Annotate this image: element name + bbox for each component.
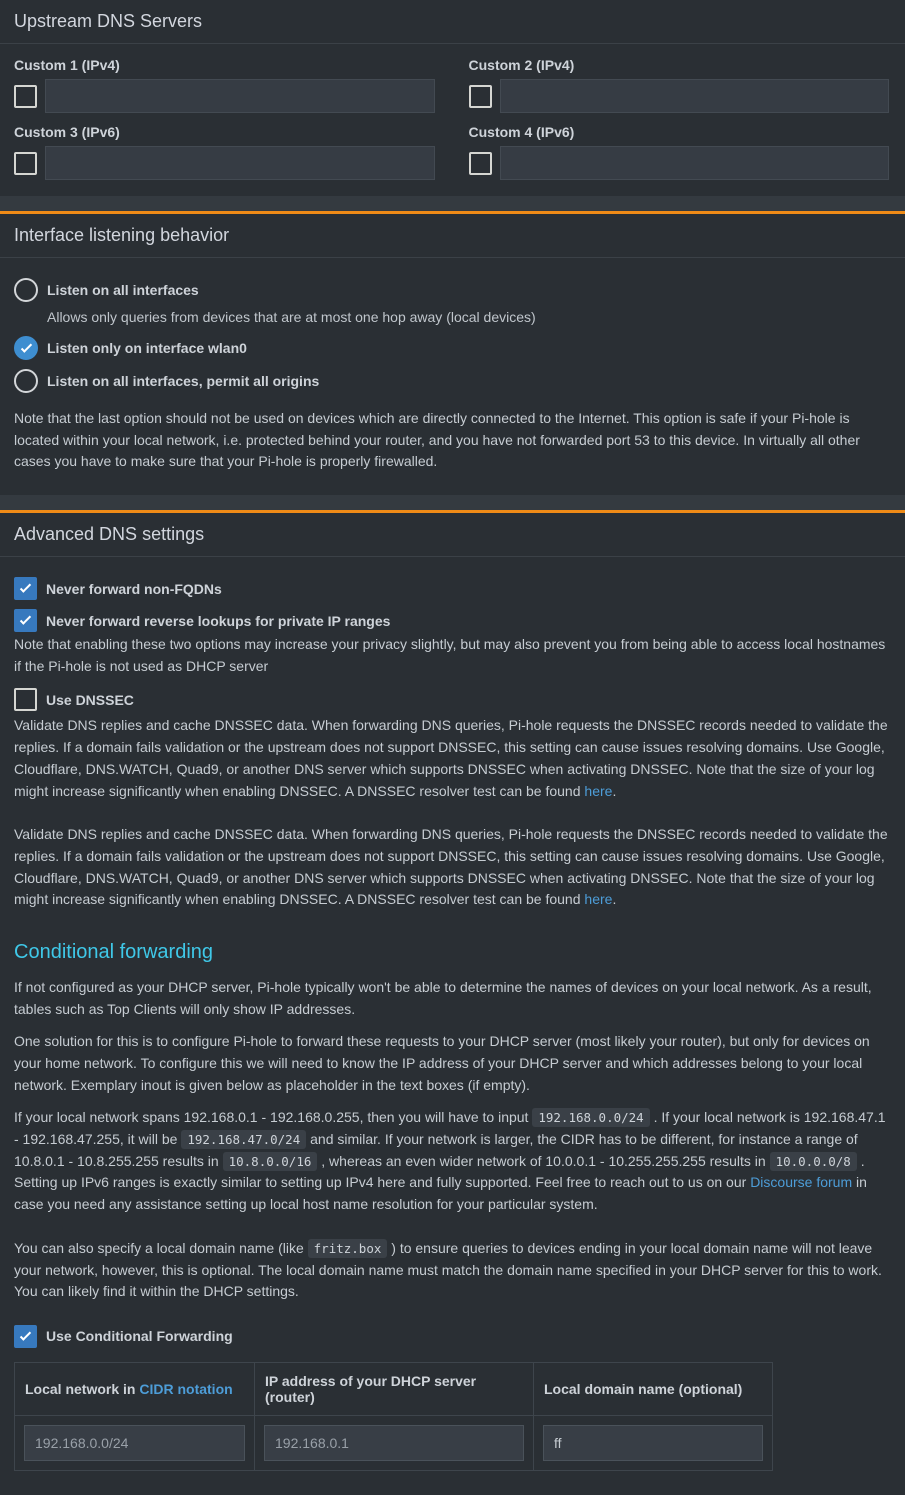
text-link[interactable]: here [584,891,613,908]
dhcp-ip-input[interactable] [264,1425,524,1461]
radio-icon[interactable] [14,369,38,393]
section-title-upstream: Upstream DNS Servers [0,0,905,44]
text-link[interactable]: here [584,782,613,799]
radio-label: Listen on all interfaces [47,282,199,298]
inline-code: 10.0.0.0/8 [770,1152,857,1171]
conditional-forwarding-table [14,1362,773,1471]
conditional-forwarding-title: Conditional forwarding [14,940,214,963]
radio-listen-permit-all[interactable] [14,369,889,393]
conditional-p1: If not configured as your DHCP server, Pi-hole typically won't be able to determine the names of devices on your local network. As a result, tables such as Top Clients will only show IP addresses. [14,978,872,1017]
check-icon [20,1329,31,1340]
dnssec-paragraph-repeat: Validate DNS replies and cache DNSSEC data. When forwarding DNS queries, Pi-hole requests the DNSSEC records needed to validate the replies. If a domain fails validation or the upstream does not support DNSSEC, this setting can cause issues resolving domains. Use Google, Cloudflare, DNS.WATCH, Quad9, or another DNS server which supports DNSSEC when activating DNSSEC. Note that the size of your log might increase significantly when enabling DNSSEC. A DNSSEC resolver test can be found here. [14,826,888,908]
checkbox-use-conditional-forwarding[interactable] [14,1325,889,1348]
custom4-checkbox[interactable] [469,152,492,175]
text-link[interactable]: CIDR notation [139,1380,233,1397]
custom2-label: Custom 2 (IPv4) [468,57,575,73]
inline-code: 192.168.47.0/24 [181,1130,306,1149]
section-title-interface: Interface listening behavior [0,214,905,258]
custom2-checkbox[interactable] [469,85,492,108]
custom1-field [14,57,435,113]
checkbox-label: Never forward reverse lookups for private IP ranges [46,612,391,629]
radio-icon[interactable] [14,278,38,302]
checkbox-icon[interactable] [14,688,37,711]
custom3-label: Custom 3 (IPv6) [14,124,120,140]
check-icon [20,613,31,624]
advanced-dns-section [0,510,905,1495]
interface-note: Note that the last option should not be used on devices which are directly connected to the Internet. This option is safe if your Pi-hole is located within your local network, i.e. protected behind your router, and you have not forwarded port 53 to this device. In virtually all other cases you have to make sure that your Pi-hole is properly firewalled. [14,410,860,470]
custom3-field [14,124,435,180]
checkbox-icon[interactable] [14,609,37,632]
dnssec-paragraph: Validate DNS replies and cache DNSSEC data. When forwarding DNS queries, Pi-hole requests the DNSSEC records needed to validate the replies. If a domain fails validation or the upstream does not support DNSSEC, this setting can cause issues resolving domains. Use Google, Cloudflare, DNS.WATCH, Quad9, or another DNS server which supports DNSSEC when activating DNSSEC. Note that the size of your log might increase significantly when enabling DNSSEC. A DNSSEC resolver test can be found here. [14,717,888,799]
check-icon [20,581,31,592]
header-local-network: Local network in CIDR notation [15,1362,255,1415]
custom4-input[interactable] [500,146,890,180]
table-header-row [15,1362,773,1415]
checkbox-icon[interactable] [14,577,37,600]
header-dhcp-ip: IP address of your DHCP server (router) [255,1362,534,1415]
header-local-domain: Local domain name (optional) [534,1362,773,1415]
cidr-input[interactable] [24,1425,245,1461]
local-domain-input[interactable] [543,1425,763,1461]
inline-code: 10.8.0.0/16 [223,1152,318,1171]
check-icon [20,341,31,352]
checkbox-label: Never forward non-FQDNs [46,580,222,597]
interface-listening-section [0,211,905,495]
custom2-field [469,57,890,113]
radio-listen-all[interactable] [14,278,889,302]
checkbox-label: Use DNSSEC [46,691,134,708]
conditional-p2: One solution for this is to configure Pi-hole to forward these requests to your DHCP server (most likely your router), but only for devices on your home network. To configure this we will need to know the IP address of your DHCP server and which addresses belong to your local network. Exemplary inout is given below as placeholder in the text boxes (if empty). [14,1033,870,1093]
radio-listen-wlan0[interactable] [14,336,889,360]
custom2-input[interactable] [500,79,890,113]
inline-code: 192.168.0.0/24 [532,1108,649,1127]
custom3-checkbox[interactable] [14,152,37,175]
radio-icon[interactable] [14,336,38,360]
inline-code: fritz.box [308,1239,388,1258]
custom1-checkbox[interactable] [14,85,37,108]
checkbox-never-forward-nonfqdn[interactable] [14,577,889,600]
custom3-input[interactable] [45,146,435,180]
radio-listen-all-description: Allows only queries from devices that are at most one hop away (local devices) [47,309,536,325]
advanced-note: Note that enabling these two options may increase your privacy slightly, but may also prevent you from being able to access local hostnames if the Pi-hole is not used as DHCP server [14,636,886,674]
checkbox-icon[interactable] [14,1325,37,1348]
checkbox-label: Use Conditional Forwarding [46,1328,233,1345]
custom1-label: Custom 1 (IPv4) [14,57,120,73]
section-title-advanced: Advanced DNS settings [0,513,905,557]
radio-label: Listen on all interfaces, permit all origins [47,373,320,389]
text-link[interactable]: Discourse forum [750,1174,853,1191]
checkbox-never-forward-reverse[interactable] [14,609,889,632]
radio-label: Listen only on interface wlan0 [47,340,247,356]
conditional-p3: If your local network spans 192.168.0.1 - 192.168.0.255, then you will have to input 192.168.0.0/24 . If your local network is 192.168.47.1 - 192.168.47.255, it will be 192.168.47.0/24 and similar. If your network is larger, the CIDR has to be different, for instance a range of 10.8.0.1 - 10.8.255.255 results in 10.8.0.0/16 , whereas an even wider network of 10.0.0.1 - 10.255.255.255 results in 10.0.0.0/8 . Setting up IPv6 ranges is exactly similar to setting up IPv4 here and fully supported. Feel free to reach out to us on our Discourse forum in case you need any assistance setting up local host name resolution for your particular system. [14,1109,886,1213]
custom1-input[interactable] [45,79,435,113]
upstream-dns-servers-section [0,0,905,196]
custom4-field [469,124,890,180]
conditional-p4: You can also specify a local domain name (like fritz.box ) to ensure queries to devices ending in your local domain name will not leave your network, however, this is optional. The local domain name must match the domain name specified in your DHCP server for this to work. You can likely find it within the DHCP settings. [14,1239,882,1300]
table-input-row [15,1415,773,1470]
custom4-label: Custom 4 (IPv6) [468,124,575,140]
checkbox-use-dnssec[interactable] [14,688,889,711]
